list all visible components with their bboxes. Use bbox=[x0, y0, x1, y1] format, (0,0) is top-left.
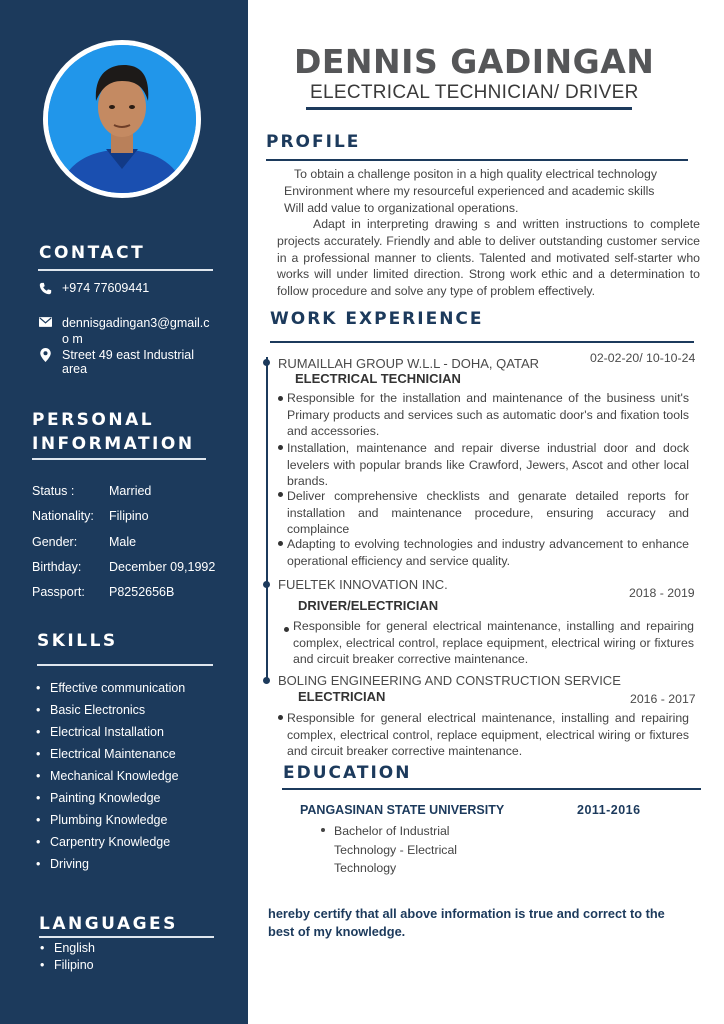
job-company: BOLING ENGINEERING AND CONSTRUCTION SERVICE bbox=[278, 673, 621, 688]
job-bullet: Deliver comprehensive checklists and genarate detailed reports for installation and maintenance procedure, ensuring accuracy and complaince bbox=[287, 489, 689, 536]
profile-line: Will add value to organizational operations. bbox=[284, 201, 519, 215]
skill-item: • Plumbing Knowledge bbox=[36, 812, 185, 834]
school-name: PANGASINAN STATE UNIVERSITY bbox=[300, 803, 505, 817]
profile-heading: PROFILE bbox=[266, 132, 361, 152]
skill-item: • Effective communication bbox=[36, 680, 185, 702]
bullet-dot bbox=[278, 715, 283, 720]
contact-email bbox=[38, 315, 218, 347]
job-dates: 2016 - 2017 bbox=[630, 692, 696, 706]
job-title: ELECTRICIAN bbox=[298, 689, 386, 704]
mail-icon bbox=[38, 315, 52, 329]
info-value: December 09,1992 bbox=[109, 560, 216, 574]
timeline-dot bbox=[263, 359, 270, 366]
language-item: • English bbox=[40, 941, 95, 958]
skill-item: • Basic Electronics bbox=[36, 702, 185, 724]
phone-icon bbox=[38, 281, 52, 295]
info-value: Male bbox=[109, 535, 137, 549]
bullet-dot bbox=[321, 828, 325, 832]
school-dates: 2011-2016 bbox=[577, 803, 641, 817]
skill-item: • Painting Knowledge bbox=[36, 790, 185, 812]
location-pin-icon bbox=[38, 348, 52, 362]
contact-divider bbox=[38, 269, 213, 271]
info-label: Nationality: bbox=[32, 509, 94, 523]
contact-address bbox=[38, 348, 218, 376]
personal-info-heading: PERSONAL INFORMATION bbox=[32, 410, 195, 454]
job-title: ELECTRICAL TECHNICIAN bbox=[295, 371, 461, 386]
info-label: Status : bbox=[32, 484, 75, 498]
education-heading: EDUCATION bbox=[283, 763, 412, 783]
job-bullet: Responsible for general electrical maintenance, installing and repairing complex, electrical control, replace equipment, electrical wiring or fixtures and circuit breaker corrective maintenance. bbox=[293, 619, 694, 666]
profile-paragraph: Adapt in interpreting drawing s and written instructions to complete projects accurately. Friendly and able to deliver outstanding customer service in a professional manner to clients. Talented and motivated self-starter who works will under limited direction. Strong work ethic and a determination to follow procedure and solve any type of problem effectively. bbox=[277, 217, 700, 299]
email-address: dennisgadingan3@gmail.co m bbox=[62, 316, 210, 346]
work-experience-heading: WORK EXPERIENCE bbox=[270, 309, 484, 329]
bullet-dot bbox=[278, 492, 283, 497]
certification-statement: hereby certify that all above information is true and correct to the best of my knowledge. bbox=[268, 906, 665, 939]
info-label: Passport: bbox=[32, 585, 85, 599]
education-divider bbox=[282, 788, 701, 790]
languages-heading: LANGUAGES bbox=[39, 914, 178, 934]
job-bullet: Responsible for general electrical maintenance, installing and repairing complex, electrical control, replace equipment, electrical wiring or fixtures and circuit breaker corrective maintenance. bbox=[287, 711, 689, 758]
profile-divider bbox=[266, 159, 688, 161]
info-value: Filipino bbox=[109, 509, 149, 523]
languages-divider bbox=[39, 936, 214, 938]
profile-photo-frame bbox=[43, 40, 201, 198]
skill-item: • Electrical Maintenance bbox=[36, 746, 185, 768]
info-label: Birthday: bbox=[32, 560, 82, 574]
job-dates: 2018 - 2019 bbox=[629, 586, 695, 600]
info-value: Married bbox=[109, 484, 152, 498]
skill-item: • Mechanical Knowledge bbox=[36, 768, 185, 790]
profile-line: To obtain a challenge positon in a high quality electrical technology bbox=[294, 167, 657, 181]
role-underline bbox=[306, 107, 632, 110]
skills-heading: SKILLS bbox=[37, 631, 118, 651]
contact-heading: CONTACT bbox=[39, 243, 146, 263]
degree-name: Bachelor of Industrial Technology - Electrical Technology bbox=[334, 824, 458, 875]
job-company: FUELTEK INNOVATION INC. bbox=[278, 577, 448, 592]
bullet-dot bbox=[278, 445, 283, 450]
candidate-role: ELECTRICAL TECHNICIAN/ DRIVER bbox=[310, 82, 639, 103]
language-item: • Filipino bbox=[40, 958, 95, 975]
job-bullet: Adapting to evolving technologies and industry advancement to enhance operational efficiency and service quality. bbox=[287, 537, 689, 568]
skills-divider bbox=[37, 664, 213, 666]
skills-list bbox=[36, 680, 185, 878]
bullet-dot bbox=[284, 627, 289, 632]
profile-photo bbox=[48, 45, 196, 193]
job-bullet: Installation, maintenance and repair diverse industrial door and dock levelers with popular brands like Crawford, Jewers, Ascot and other local brands. bbox=[287, 441, 689, 488]
info-label: Gender: bbox=[32, 535, 78, 549]
skill-item: • Electrical Installation bbox=[36, 724, 185, 746]
profile-line: Environment where my resourceful experienced and academic skills bbox=[284, 184, 655, 198]
street-address: Street 49 east Industrial area bbox=[62, 348, 195, 376]
job-title: DRIVER/ELECTRICIAN bbox=[298, 598, 439, 613]
contact-phone bbox=[38, 281, 149, 295]
phone-number: +974 77609441 bbox=[62, 281, 150, 295]
skill-item: • Driving bbox=[36, 856, 185, 878]
timeline-dot bbox=[263, 581, 270, 588]
job-company: RUMAILLAH GROUP W.L.L - DOHA, QATAR bbox=[278, 356, 540, 371]
job-bullet: Responsible for the installation and maintenance of the business unit's Primary products and services such as automatic door's and fixation tools and accessories. bbox=[287, 391, 689, 438]
info-value: P8252656B bbox=[109, 585, 175, 599]
languages-list bbox=[40, 941, 95, 975]
timeline-dot bbox=[263, 677, 270, 684]
bullet-dot bbox=[278, 396, 283, 401]
skill-item: • Carpentry Knowledge bbox=[36, 834, 185, 856]
sidebar bbox=[0, 0, 248, 1024]
candidate-name: DENNIS GADINGAN bbox=[294, 42, 655, 81]
personal-info-divider bbox=[32, 458, 206, 460]
work-experience-divider bbox=[270, 341, 694, 343]
job-dates: 02-02-20/ 10-10-24 bbox=[590, 351, 696, 365]
timeline-line bbox=[266, 357, 268, 683]
bullet-dot bbox=[278, 541, 283, 546]
